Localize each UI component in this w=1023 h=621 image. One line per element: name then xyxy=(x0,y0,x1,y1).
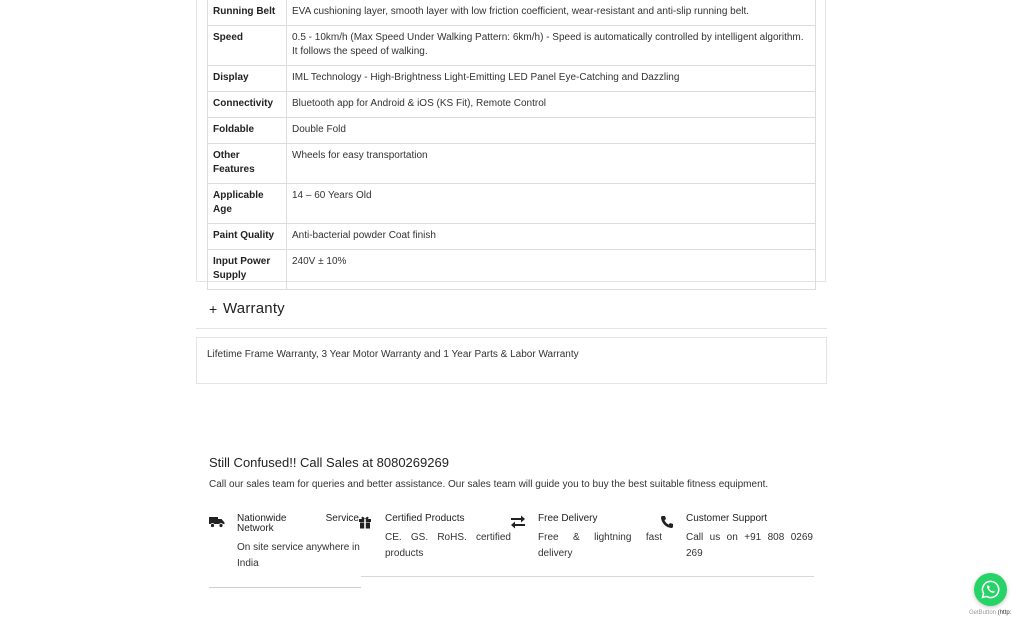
spec-row xyxy=(208,26,816,66)
spec-value: 240V ± 10% xyxy=(287,250,816,290)
getbutton-credit-text[interactable]: GetButton xyxy=(969,610,997,616)
spec-value: 0.5 - 10km/h (Max Speed Under Walking Pattern: 6km/h) - Speed is automatically controlled by intelligent algorithm. It follows the speed of walking. xyxy=(287,26,816,66)
spec-value: Anti-bacterial powder Coat finish xyxy=(287,224,816,250)
spec-row xyxy=(208,184,816,224)
warranty-accordion-header[interactable] xyxy=(196,296,827,329)
feature-title: Customer Support xyxy=(686,513,768,524)
whatsapp-icon xyxy=(981,580,1000,599)
warranty-panel xyxy=(196,337,827,384)
spec-key: Paint Quality xyxy=(208,224,287,250)
spec-row xyxy=(208,66,816,92)
expand-plus-icon[interactable]: + xyxy=(209,301,218,317)
spec-value: 14 – 60 Years Old xyxy=(287,184,816,224)
spec-row xyxy=(208,224,816,250)
feature-title: Certified Products xyxy=(385,513,465,524)
exchange-arrows-icon xyxy=(510,515,526,529)
feature-certified-products xyxy=(358,512,513,572)
spec-row xyxy=(208,92,816,118)
spec-key: Display xyxy=(208,66,287,92)
warranty-text: Lifetime Frame Warranty, 3 Year Motor Warranty and 1 Year Parts & Labor Warranty xyxy=(207,349,579,360)
whatsapp-chat-button[interactable] xyxy=(974,573,1007,606)
spec-key: Foldable xyxy=(208,118,287,144)
getbutton-credit[interactable] xyxy=(969,610,1011,616)
spec-key: Connectivity xyxy=(208,92,287,118)
spec-row xyxy=(208,144,816,184)
feature-description: Call us on +91 808 0269 269 xyxy=(686,532,813,559)
spec-table xyxy=(207,0,816,290)
warranty-title[interactable]: Warranty xyxy=(223,300,285,317)
spec-value: Double Fold xyxy=(287,118,816,144)
truck-icon xyxy=(209,515,225,529)
spec-row xyxy=(208,250,816,290)
sales-description: Call our sales team for queries and better assistance. Our sales team will guide you to buy the best suitable fitness equipment. xyxy=(209,479,769,490)
feature-title: Free Delivery xyxy=(538,513,598,524)
gift-icon xyxy=(358,515,374,529)
phone-icon xyxy=(660,515,676,529)
feature-service-network xyxy=(209,512,361,588)
divider xyxy=(361,576,814,577)
feature-description: On site service anywhere in India xyxy=(237,542,360,569)
spec-key: Other Features xyxy=(208,144,287,184)
feature-description: CE. GS. RoHS. certified products xyxy=(385,532,511,559)
spec-value: EVA cushioning layer, smooth layer with low friction coefficient, wear-resistant and anti-slip running belt. xyxy=(287,0,816,26)
spec-value: IML Technology - High-Brightness Light-Emitting LED Panel Eye-Catching and Dazzling xyxy=(287,66,816,92)
spec-key: Applicable Age xyxy=(208,184,287,224)
feature-description: Free & lightning fast delivery xyxy=(538,532,662,559)
spec-row xyxy=(208,0,816,26)
getbutton-credit-url[interactable]: (http: xyxy=(997,610,1012,616)
feature-title: Nationwide Service Network xyxy=(237,513,359,534)
spec-key: Speed xyxy=(208,26,287,66)
spec-value: Wheels for easy transportation xyxy=(287,144,816,184)
spec-value: Bluetooth app for Android & iOS (KS Fit), Remote Control xyxy=(287,92,816,118)
feature-customer-support xyxy=(660,512,815,572)
sales-heading: Still Confused!! Call Sales at 8080269269 xyxy=(209,455,449,470)
spec-key: Running Belt xyxy=(208,0,287,26)
spec-row xyxy=(208,118,816,144)
feature-free-delivery xyxy=(510,512,665,572)
spec-key: Input Power Supply xyxy=(208,250,287,290)
